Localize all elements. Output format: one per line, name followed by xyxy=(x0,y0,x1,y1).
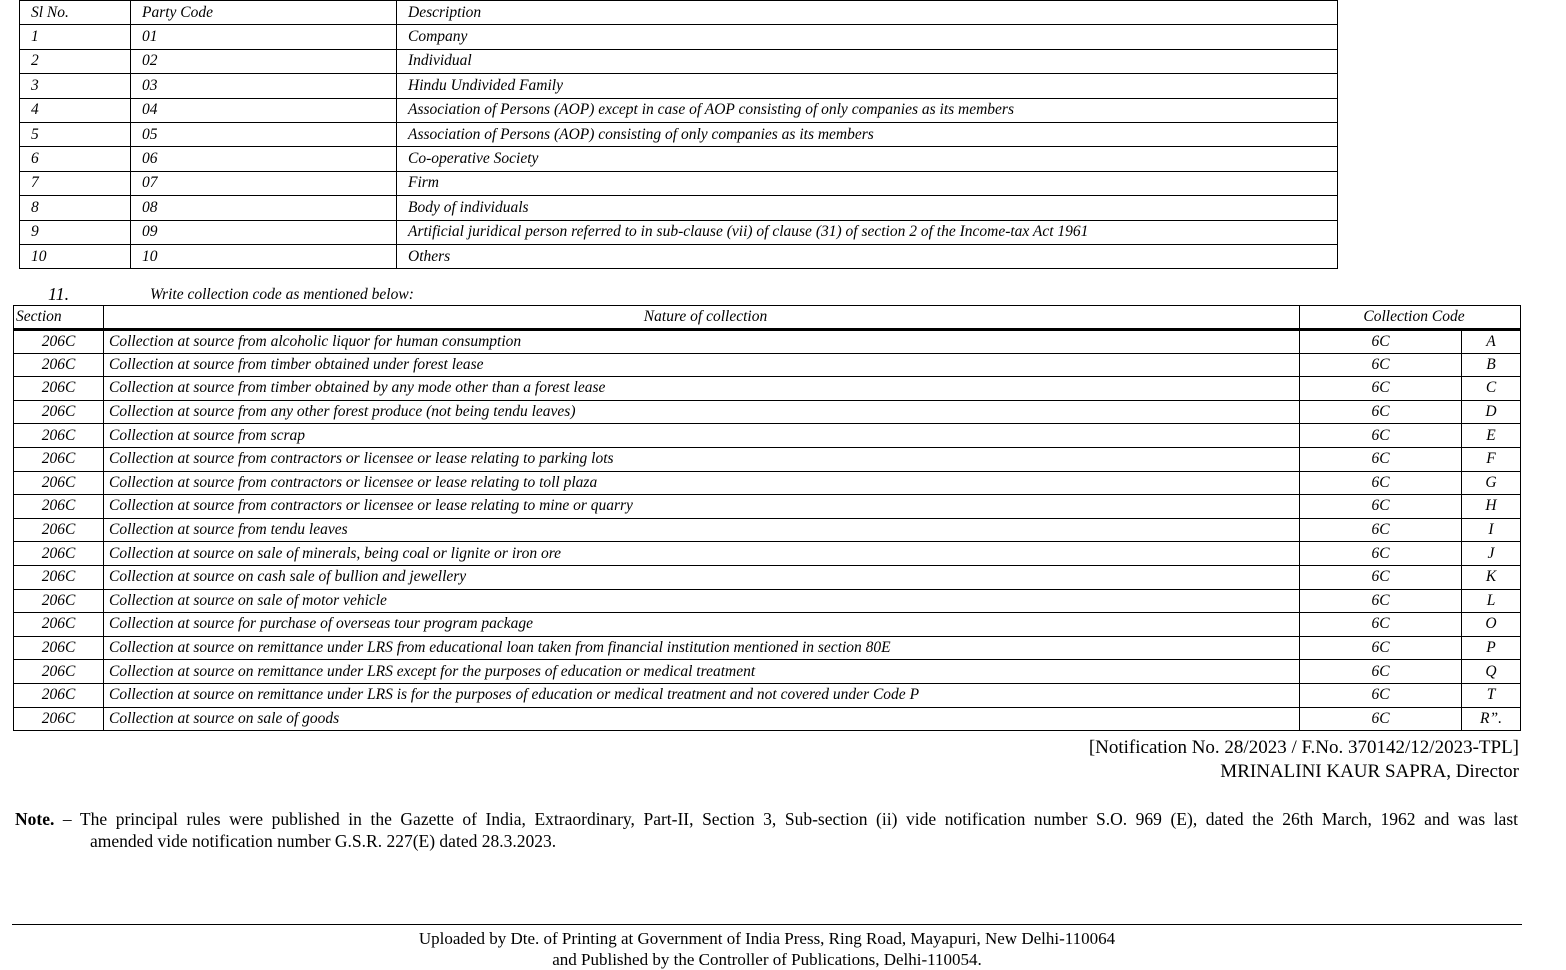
collection-nature-cell: Collection at source on sale of minerals, being coal or lignite or iron ore xyxy=(104,542,1300,566)
note-paragraph xyxy=(15,808,1518,852)
collection-table-row xyxy=(14,424,1521,448)
collection-table-row xyxy=(14,542,1521,566)
party-table-row xyxy=(20,220,1338,244)
party-description-cell: Firm xyxy=(397,171,1338,195)
collection-letter-cell: H xyxy=(1462,495,1521,519)
collection-nature-cell: Collection at source on sale of goods xyxy=(104,707,1300,731)
party-sl-no-cell: 9 xyxy=(20,220,131,244)
party-table-row xyxy=(20,171,1338,195)
collection-section-cell: 206C xyxy=(14,683,104,707)
collection-section-cell: 206C xyxy=(14,589,104,613)
collection-table-row xyxy=(14,565,1521,589)
collection-code-cell: 6C xyxy=(1300,518,1462,542)
collection-code-cell: 6C xyxy=(1300,424,1462,448)
collection-letter-cell: Q xyxy=(1462,660,1521,684)
collection-section-cell: 206C xyxy=(14,353,104,377)
collection-code-cell: 6C xyxy=(1300,565,1462,589)
party-code-cell: 06 xyxy=(131,147,397,171)
collection-code-cell: 6C xyxy=(1300,613,1462,637)
collection-nature-cell: Collection at source from any other forest produce (not being tendu leaves) xyxy=(104,400,1300,424)
collection-section-cell: 206C xyxy=(14,565,104,589)
party-table-row xyxy=(20,74,1338,98)
party-code-cell: 08 xyxy=(131,196,397,220)
collection-nature-cell: Collection at source on remittance under LRS from educational loan taken from financial institution mentioned in section 80E xyxy=(104,636,1300,660)
collection-table-body xyxy=(14,330,1521,731)
party-sl-no-cell: 7 xyxy=(20,171,131,195)
collection-table-row xyxy=(14,330,1521,354)
collection-code-table xyxy=(13,305,1521,731)
party-sl-no-cell: 10 xyxy=(20,244,131,268)
party-table-row xyxy=(20,49,1338,73)
collection-code-cell: 6C xyxy=(1300,495,1462,519)
party-table-header-row xyxy=(20,1,1338,25)
collection-nature-cell: Collection at source from scrap xyxy=(104,424,1300,448)
note-line-1-text: – The principal rules were published in the Gazette of India, Extraordinary, Part-II, Section 3, Sub-section (ii) vide notification number S.O. 969 (E), dated the 26th March, 1962 and was last xyxy=(54,809,1518,829)
collection-letter-cell: T xyxy=(1462,683,1521,707)
party-code-cell: 07 xyxy=(131,171,397,195)
party-table-body xyxy=(20,25,1338,269)
collection-table-row xyxy=(14,495,1521,519)
collection-nature-cell: Collection at source on remittance under LRS except for the purposes of education or medical treatment xyxy=(104,660,1300,684)
collection-section-cell: 206C xyxy=(14,400,104,424)
party-sl-no-cell: 6 xyxy=(20,147,131,171)
party-description-cell: Hindu Undivided Family xyxy=(397,74,1338,98)
collection-code-cell: 6C xyxy=(1300,330,1462,354)
collection-letter-cell: D xyxy=(1462,400,1521,424)
party-description-cell: Individual xyxy=(397,49,1338,73)
collection-letter-cell: B xyxy=(1462,353,1521,377)
collection-table-header-row xyxy=(14,306,1521,330)
note-line-2: amended vide notification number G.S.R. 227(E) dated 28.3.2023. xyxy=(90,831,557,851)
collection-code-cell: 6C xyxy=(1300,447,1462,471)
collection-letter-cell: J xyxy=(1462,542,1521,566)
collection-section-cell: 206C xyxy=(14,424,104,448)
collection-code-cell: 6C xyxy=(1300,542,1462,566)
party-sl-no-cell: 1 xyxy=(20,25,131,49)
collection-table-row xyxy=(14,447,1521,471)
signatory: MRINALINI KAUR SAPRA, Director xyxy=(1220,761,1519,782)
collection-letter-cell: A xyxy=(1462,330,1521,354)
collection-code-cell: 6C xyxy=(1300,400,1462,424)
collection-letter-cell: P xyxy=(1462,636,1521,660)
party-table-row xyxy=(20,147,1338,171)
collection-letter-cell: C xyxy=(1462,377,1521,401)
party-sl-no-cell: 2 xyxy=(20,49,131,73)
collection-section-cell: 206C xyxy=(14,660,104,684)
party-header-party-code: Party Code xyxy=(131,1,397,25)
party-code-table xyxy=(19,0,1338,269)
collection-nature-cell: Collection at source from timber obtained under forest lease xyxy=(104,353,1300,377)
collection-section-cell: 206C xyxy=(14,613,104,637)
footer-line-2: and Published by the Controller of Publications, Delhi-110054. xyxy=(552,950,982,969)
collection-nature-cell: Collection at source on sale of motor vehicle xyxy=(104,589,1300,613)
party-code-cell: 04 xyxy=(131,98,397,122)
collection-nature-cell: Collection at source from tendu leaves xyxy=(104,518,1300,542)
party-code-cell: 02 xyxy=(131,49,397,73)
party-table-row xyxy=(20,196,1338,220)
collection-letter-cell: O xyxy=(1462,613,1521,637)
party-table-row xyxy=(20,25,1338,49)
collection-letter-cell: G xyxy=(1462,471,1521,495)
section-11-number: 11. xyxy=(48,284,70,304)
collection-letter-cell: K xyxy=(1462,565,1521,589)
party-header-sl-no: Sl No. xyxy=(20,1,131,25)
collection-table-row xyxy=(14,518,1521,542)
collection-table-row xyxy=(14,377,1521,401)
party-header-description: Description xyxy=(397,1,1338,25)
party-description-cell: Body of individuals xyxy=(397,196,1338,220)
party-description-cell: Company xyxy=(397,25,1338,49)
collection-code-cell: 6C xyxy=(1300,377,1462,401)
collection-nature-cell: Collection at source from timber obtained by any mode other than a forest lease xyxy=(104,377,1300,401)
collection-letter-cell: F xyxy=(1462,447,1521,471)
collection-table-row xyxy=(14,353,1521,377)
section-11-text: Write collection code as mentioned below: xyxy=(150,286,414,303)
collection-code-cell: 6C xyxy=(1300,471,1462,495)
collection-nature-cell: Collection at source from alcoholic liquor for human consumption xyxy=(104,330,1300,354)
collection-table-row xyxy=(14,683,1521,707)
party-description-cell: Co-operative Society xyxy=(397,147,1338,171)
collection-header-section: Section xyxy=(14,306,104,330)
notification-reference: [Notification No. 28/2023 / F.No. 370142/12/2023-TPL] xyxy=(1088,737,1519,758)
collection-section-cell: 206C xyxy=(14,636,104,660)
party-code-cell: 09 xyxy=(131,220,397,244)
footer-divider xyxy=(12,924,1522,925)
party-code-cell: 10 xyxy=(131,244,397,268)
collection-nature-cell: Collection at source for purchase of overseas tour program package xyxy=(104,613,1300,637)
party-sl-no-cell: 5 xyxy=(20,122,131,146)
party-table-row xyxy=(20,244,1338,268)
footer-line-1: Uploaded by Dte. of Printing at Government of India Press, Ring Road, Mayapuri, New Delhi-110064 xyxy=(418,929,1116,948)
collection-letter-cell: I xyxy=(1462,518,1521,542)
collection-table-row xyxy=(14,613,1521,637)
collection-nature-cell: Collection at source from contractors or licensee or lease relating to mine or quarry xyxy=(104,495,1300,519)
party-code-cell: 03 xyxy=(131,74,397,98)
collection-nature-cell: Collection at source from contractors or licensee or lease relating to toll plaza xyxy=(104,471,1300,495)
collection-code-cell: 6C xyxy=(1300,660,1462,684)
note-line-1 xyxy=(15,808,1518,830)
collection-section-cell: 206C xyxy=(14,518,104,542)
collection-section-cell: 206C xyxy=(14,447,104,471)
party-sl-no-cell: 3 xyxy=(20,74,131,98)
party-code-cell: 01 xyxy=(131,25,397,49)
collection-section-cell: 206C xyxy=(14,542,104,566)
collection-table-row xyxy=(14,707,1521,731)
collection-code-cell: 6C xyxy=(1300,636,1462,660)
collection-table-row xyxy=(14,589,1521,613)
collection-letter-cell: L xyxy=(1462,589,1521,613)
collection-header-code: Collection Code xyxy=(1300,306,1521,330)
party-sl-no-cell: 4 xyxy=(20,98,131,122)
collection-section-cell: 206C xyxy=(14,377,104,401)
note-label: Note. xyxy=(15,809,55,829)
party-description-cell: Others xyxy=(397,244,1338,268)
collection-code-cell: 6C xyxy=(1300,707,1462,731)
collection-table-row xyxy=(14,636,1521,660)
party-code-cell: 05 xyxy=(131,122,397,146)
party-description-cell: Association of Persons (AOP) except in case of AOP consisting of only companies as its members xyxy=(397,98,1338,122)
collection-letter-cell: E xyxy=(1462,424,1521,448)
collection-code-cell: 6C xyxy=(1300,353,1462,377)
collection-section-cell: 206C xyxy=(14,330,104,354)
party-description-cell: Artificial juridical person referred to in sub-clause (vii) of clause (31) of section 2 of the Income-tax Act 1961 xyxy=(397,220,1338,244)
collection-header-nature: Nature of collection xyxy=(104,306,1300,330)
collection-nature-cell: Collection at source from contractors or licensee or lease relating to parking lots xyxy=(104,447,1300,471)
collection-nature-cell: Collection at source on cash sale of bullion and jewellery xyxy=(104,565,1300,589)
collection-section-cell: 206C xyxy=(14,495,104,519)
collection-section-cell: 206C xyxy=(14,471,104,495)
collection-code-cell: 6C xyxy=(1300,589,1462,613)
collection-letter-cell: R”. xyxy=(1462,707,1521,731)
collection-table-row xyxy=(14,660,1521,684)
collection-code-cell: 6C xyxy=(1300,683,1462,707)
collection-table-row xyxy=(14,400,1521,424)
collection-table-row xyxy=(14,471,1521,495)
party-sl-no-cell: 8 xyxy=(20,196,131,220)
party-table-row xyxy=(20,98,1338,122)
collection-nature-cell: Collection at source on remittance under LRS is for the purposes of education or medical treatment and not covered under Code P xyxy=(104,683,1300,707)
party-table-row xyxy=(20,122,1338,146)
party-description-cell: Association of Persons (AOP) consisting of only companies as its members xyxy=(397,122,1338,146)
collection-section-cell: 206C xyxy=(14,707,104,731)
